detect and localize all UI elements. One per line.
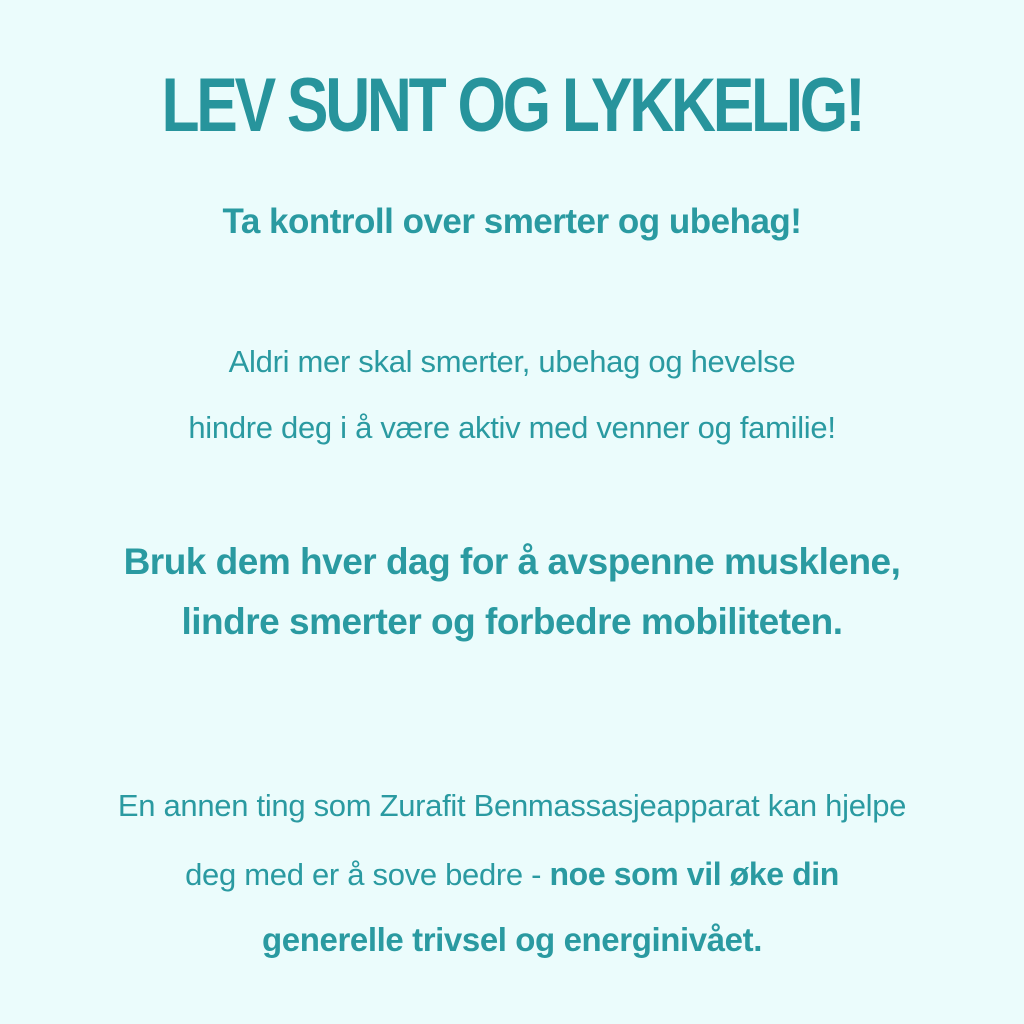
- callout-line-1: Bruk dem hver dag for å avspenne musklene,: [123, 541, 901, 582]
- intro-line-2: hindre deg i å være aktiv med venner og familie!: [188, 410, 836, 445]
- headline: LEV SUNT OG LYKKELIG!: [161, 63, 863, 148]
- closing-line-2-regular: deg med er å sove bedre -: [185, 857, 550, 892]
- callout-line-2: lindre smerter og forbedre mobiliteten.: [181, 601, 843, 642]
- subheadline: Ta kontroll over smerter og ubehag!: [222, 202, 802, 241]
- closing-line-1: En annen ting som Zurafit Benmassasjeapparat kan hjelpe: [117, 788, 907, 823]
- closing-line-2-bold: noe som vil øke din: [549, 856, 839, 892]
- intro-line-1: Aldri mer skal smerter, ubehag og hevelse: [228, 344, 796, 379]
- closing-line-3: generelle trivsel og energinivået.: [262, 921, 762, 958]
- closing-line-2: [0, 856, 1024, 893]
